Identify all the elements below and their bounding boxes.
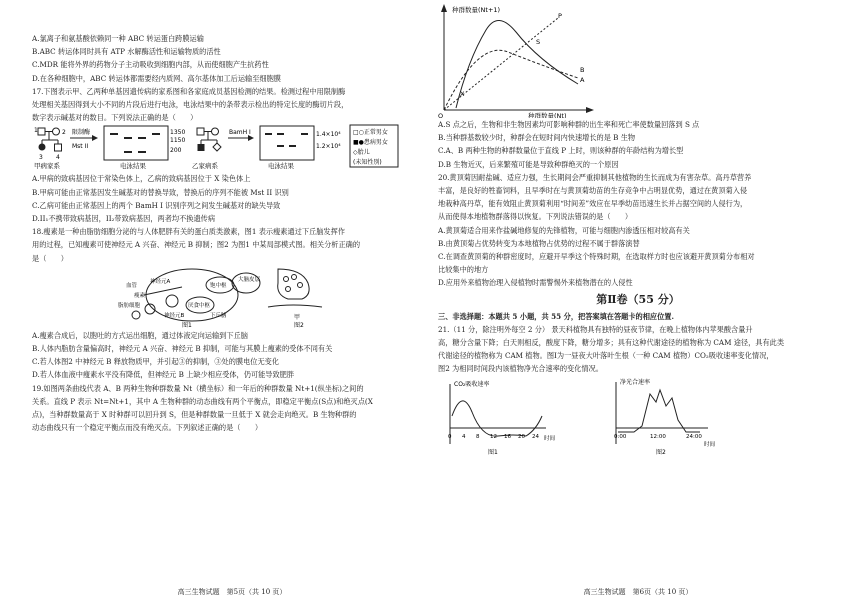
option-line: A.S 点之后，生物和非生物因素均可影响种群的出生率和死亡率使数量回落到 S 点 [438,120,700,129]
tick-label: 0:00 [614,433,627,440]
neuron-diagram [32,265,432,329]
curve-label: X [460,90,465,98]
option-line: B.人体内脂肪含量偏高时，神经元 A 兴奋、神经元 B 抑制，可能与其膜上瘦素的受体不同有关 [32,344,333,354]
option-line: B.当种群基数较少时，种群会在短时间内快速增长的是 B 生物 [438,133,636,143]
option-line: C.若人体图2 中神经元 B 释放物质甲，并引起③的抑制，③处的膜电位无变化 [32,357,280,367]
diagram-label: 厌食中枢 [188,302,211,309]
left-page [32,0,432,607]
tick-label: 4 [462,433,466,440]
origin-label: O [438,112,444,118]
option-line: D.在各种细胞中，ABC 转运体都需要经内质网、高尔基体加工后运输至细胞膜 [32,73,281,83]
legend-item: □○正常男女 [353,129,388,137]
section-title: 第Ⅱ卷（55 分） [596,292,680,306]
section-note: 三、非选择题：本题共 5 小题，共 55 分，把答案填在答题卡的相应位置. [438,311,674,321]
question-19-text: 19.如图两条曲线代表 A、B 两种生物种群数量 Nt（横坐标）和一年后的种群数量 Nt+1(纵坐标)之间的 [32,383,364,393]
option-line: B.甲病可能由正常基因发生碱基对的替换导致，替换后的序列不能被 Mst II 识别 [32,187,289,197]
diagram-label: 大脑皮层 [238,276,261,283]
q21-figures [438,376,838,458]
pedigree-label: 乙家病系 [192,162,218,171]
question-21-text: 高，糖分含量下降；白天则相反，酸度下降，糖分增多；具有这种代谢途径的植物称为 CAM 途径，具有此类 [438,338,785,348]
gel-label: 电泳结果 [120,162,146,171]
page-footer: 高三生物试题 第5页（共 10 页） [177,588,287,596]
lane-label: 4 [56,154,60,162]
pedigree-label: 甲病家系 [34,162,60,171]
tick-label: 12:00 [650,433,666,440]
question-17-text: 数字表示碱基对的数目。下列说法正确的是（ ） [32,113,198,123]
curve-label: S [536,38,541,46]
q17-figure [32,124,432,172]
bp-label: 1.4×10⁴ [316,131,341,139]
diagram-label: 神经元B [164,312,185,319]
tick-label: 24:00 [686,433,702,440]
option-line: A.甲病的致病基因位于常染色体上，乙病的致病基因位于 X 染色体上 [32,174,251,184]
enzyme-label: 限制酶 [72,129,91,137]
question-19-text: 点)，当种群数量高于 X 时种群可以回升到 S，但是种群数量一旦低于 X 就会走向绝灭。B 生物种群的 [32,410,357,420]
option-line: D.B 生物近灭，后来繁殖可能是导致种群绝灭的一个原因 [438,159,619,169]
page-footer: 高三生物试题 第6页（共 10 页） [583,588,693,596]
axis-label: 种群数量(Nt) [528,112,567,118]
axis-label: 净光合速率 [620,378,651,386]
curve-label: A [580,76,585,84]
option-line: B.由黄顶菊占优势转变为本地植物占优势的过程不属于群落演替 [438,238,640,248]
gel-label: 电泳结果 [268,162,294,171]
option-line: C.MDR 能将外界的药物分子主动吸收到细胞内部，从而使细胞产生抗药性 [32,60,269,70]
question-21-text: 代谢途径的植物称为 CAM 植物。图Ⅰ为一昼夜大叶落叶生根（一种 CAM 植物）CO₂吸收速率变化情况， [438,351,774,361]
diagram-label: 下丘脑 [210,312,227,319]
legend-item: ◇胎儿 [353,149,370,157]
question-18-text: 用的过程，已知瘦素可使神经元 A 兴奋、神经元 B 抑制；图2 为图1 中某局部模式图。相关分析正确的 [32,240,361,250]
option-line: A.氯离子和氨基酸依赖同一种 ABC 转运蛋白跨膜运输 [32,34,204,43]
option-line: C.在调查黄顶菊的种群密度时，应避开早季这个特殊时期，在选取样方时也应该避开黄顶菊分布相对 [438,252,755,262]
co2-and-photosynthesis-charts [438,376,838,458]
bp-label: 1.2×10⁴ [316,143,341,151]
question-20-text: 地栽种高丹草，能有效阻止黄顶菊利用“时间差”效应在早季幼苗迅速生长并占据空间的人侵行为， [438,199,748,209]
question-19-text: 动态曲线只有一个稳定平衡点而没有绝灭点。下列叙述正确的是（ ） [32,423,263,433]
diagram-label: 饱中枢 [210,282,227,289]
q18-figure [32,265,432,329]
figure-caption: 图2 [656,448,666,456]
option-line: B.ABC 转运体同时具有 ATP 水解酶活性和运输物质的活性 [32,47,221,57]
tick-label: 16 [504,433,511,440]
figure-caption: 图1 [182,321,192,329]
bp-label: 200 [170,147,182,155]
option-line: A.瘦素合成后，以胞吐的方式运出细胞，通过体液定向运输到下丘脑 [32,330,248,340]
lane-label: 1 [34,127,38,135]
question-20-text: 从而使得本地植物群落得以恢复。下列说法错误的是（ ） [438,212,633,222]
tick-label: 0 [448,433,452,440]
question-20-text: 20.黄顶菊因耐盐碱、适应力强，生长期间会严重抑制其他植物的生长而成为有害杂草。高丹草营养 [438,172,752,182]
question-18-text: 是（ ） [32,253,68,263]
diagram-label: 血管 [126,282,138,289]
legend-item: (未知性别) [353,159,382,167]
enzyme-label: Mst II [72,143,89,151]
tick-label: 12 [490,433,497,440]
axis-label: 种群数量(Nt+1) [452,6,501,14]
tick-label: 8 [476,433,480,440]
question-21-text: 图2 为相同时间段内该植物净光合速率的变化情况。 [438,364,603,374]
pedigree-gel-diagram [32,124,432,172]
axis-label: CO₂吸收速率 [454,380,490,388]
question-20-text: 丰富，是良好的牲畜饲料，且早季时在与黄顶菊幼苗的生存竞争中占明显优势，通过在黄顶菊入侵 [438,186,748,196]
curve-label: P [558,12,562,20]
tick-label: 20 [518,433,525,440]
option-line: A.黄顶菊适合用来作盐碱地修复的先锋植物，可能与细胞内渗透压相对较高有关 [438,225,690,235]
option-line: D.若人体血液中瘦素水平没有降低，但神经元 B 上缺少相应受体，仍可能导致肥胖 [32,370,295,380]
right-page [438,0,838,607]
question-17-text: 处理相关基因得到大小不同的片段后进行电泳，电泳结果中的条带表示检出的特定长度的酶切片段， [32,100,349,110]
option-line: D.II₁不携带致病基因，II₂带致病基因，两者均不换遗传病 [32,214,216,224]
legend-item: ■●患病男女 [353,139,388,147]
question-18-text: 18.瘦素是一种由脂肪细胞分泌的与人体肥胖有关的蛋白质类激素，图1 表示瘦素通过下丘脑发挥作 [32,227,345,237]
question-21-text: 21.（11 分，除注明外每空 2 分） 景天科植物具有独特的昼夜节律，在晚上植物体内苹果酸含量升 [438,324,753,334]
lane-label: 3 [39,154,43,162]
diagram-label: 瘦素 [134,292,146,299]
question-17-text: 17.下图表示甲、乙两种单基因遗传病的家系图和各家庭成员基因检测的结果。检测过程中用限制酶 [32,86,346,96]
option-line: 比较集中的地方 [438,265,489,275]
option-line: D.应用外来植物治理入侵植物时需警惕外来植物潜在的人侵性 [438,278,633,288]
curve-label: B [580,66,585,74]
lane-label: 2 [62,129,66,137]
tick-label: 24 [532,433,539,440]
axis-label: 时间 [544,435,556,442]
enzyme-label: BamH I [229,129,251,137]
bp-label: 1150 [170,137,186,145]
option-line: C.A、B 两种生物的种群数量位于直线 P 上时，则该种群的年龄结构为增长型 [438,146,684,156]
population-graph [438,0,838,118]
question-19-text: 关系。直线 P 表示 Nt=Nt+1，其中 A 生物种群的动态曲线有两个平衡点，即稳定平衡点(S点)和绝灭点(X [32,396,373,406]
axis-label: 时间 [704,441,716,448]
diagram-label: 脂肪细胞 [118,302,141,309]
population-curve-svg [438,0,838,118]
diagram-label: 甲 [294,313,301,321]
figure-caption: 图1 [488,448,498,456]
figure-caption: 图2 [294,321,304,329]
bp-label: 1350 [170,129,186,137]
option-line: C.乙病可能由正常基因上的两个 BamH I 识别序列之间发生碱基对的缺失导致 [32,200,281,210]
diagram-label: 神经元A [150,278,171,285]
